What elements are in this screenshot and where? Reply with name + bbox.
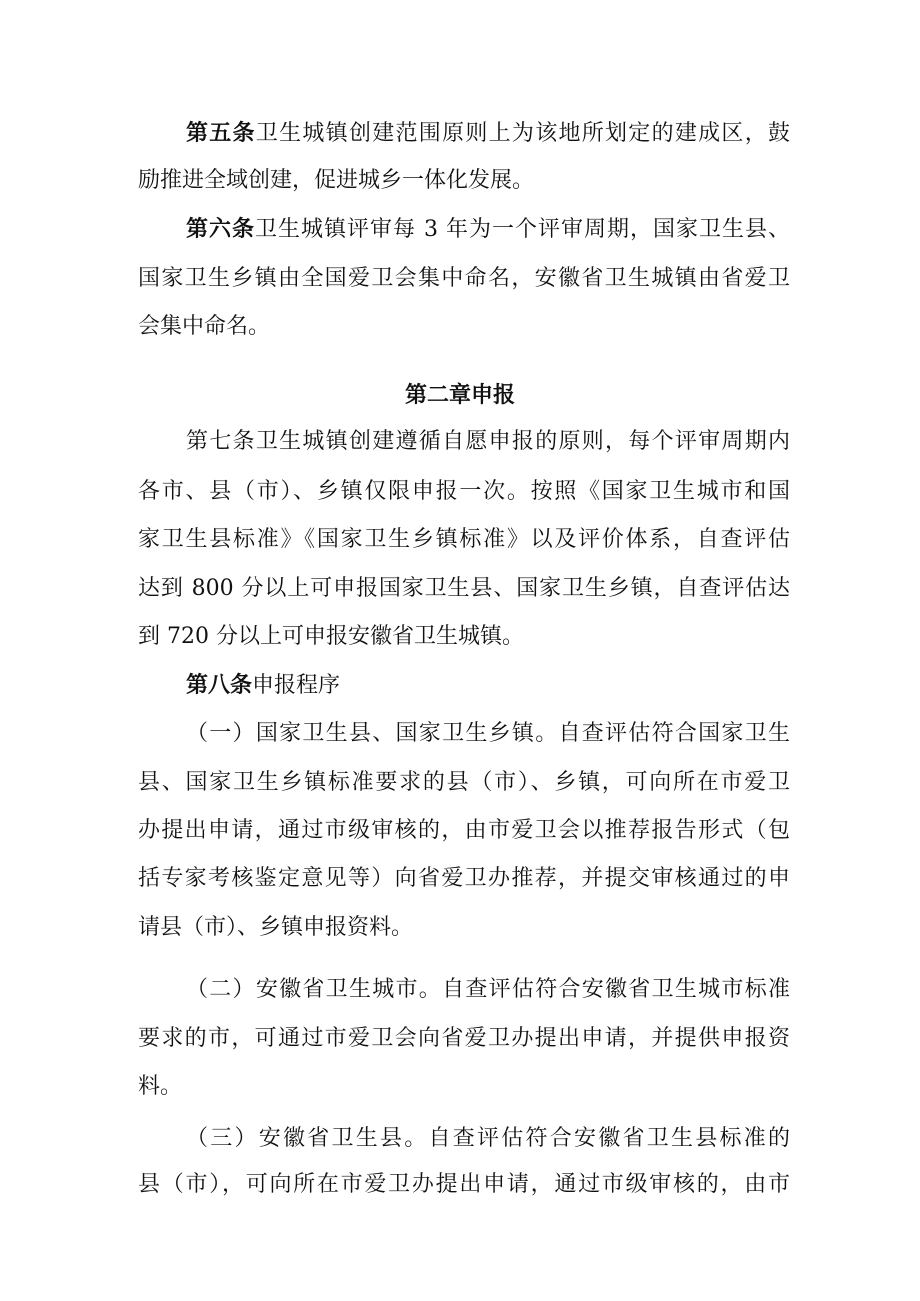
item-1-line-3: 办提出申请，通过市级审核的，由市爱卫会以推荐报告形式（包 <box>138 818 790 843</box>
chapter-heading: 第二章申报 <box>404 382 515 408</box>
item-2-line-2: 要求的市，可通过市爱卫会向省爱卫办提出申请，并提供申报资 <box>138 1026 790 1051</box>
item-1-line-2: 县、国家卫生乡镇标准要求的县（市）、乡镇，可向所在市爱卫 <box>138 770 790 795</box>
article-8-text: 申报程序 <box>252 673 341 698</box>
article-5-text: 卫生城镇创建范围原则上为该地所划定的建成区，鼓 <box>255 121 790 146</box>
article-6-line-3: 会集中命名。 <box>138 314 271 339</box>
article-7-line-3: 家卫生县标准》《国家卫生乡镇标准》以及评价体系，自查评估 <box>138 527 790 552</box>
article-5-line-2: 励推进全域创建，促进城乡一体化发展。 <box>138 168 535 193</box>
item-1-line-5: 请县（市）、乡镇申报资料。 <box>138 915 414 940</box>
item-2-line-3: 料。 <box>138 1074 183 1099</box>
article-6-label: 第六条 <box>186 216 255 242</box>
item-1-line-4: 括专家考核鉴定意见等）向省爱卫办推荐，并提交审核通过的申 <box>138 866 790 891</box>
article-6-text: 卫生城镇评审每 3 年为一个评审周期，国家卫生县、 <box>255 217 790 242</box>
article-6-line-2: 国家卫生乡镇由全国爱卫会集中命名，安徽省卫生城镇由省爱卫 <box>138 266 790 291</box>
item-2-line-1: （二）安徽省卫生城市。自查评估符合安徽省卫生城市标准 <box>186 977 790 1002</box>
article-5-label: 第五条 <box>186 120 256 146</box>
article-8-line <box>186 670 790 700</box>
article-7-line-1: 第七条卫生城镇创建遵循自愿申报的原则，每个评审周期内 <box>186 429 790 454</box>
article-6-line-1 <box>186 214 790 244</box>
item-3-line-2: 县（市），可向所在市爱卫办提出申请，通过市级审核的，由市 <box>138 1172 790 1197</box>
article-7-line-2: 各市、县（市）、乡镇仅限申报一次。按照《国家卫生城市和国 <box>138 479 790 504</box>
item-3-line-1: （三）安徽省卫生县。自查评估符合安徽省卫生县标准的 <box>186 1126 790 1151</box>
article-5-line-1 <box>186 118 790 148</box>
article-7-line-4: 达到 800 分以上可申报国家卫生县、国家卫生乡镇，自查评估达 <box>138 576 790 601</box>
item-1-line-1: （一）国家卫生县、国家卫生乡镇。自查评估符合国家卫生 <box>186 721 790 746</box>
article-8-label: 第八条 <box>186 672 253 698</box>
article-7-line-5: 到 720 分以上可申报安徽省卫生城镇。 <box>138 624 524 649</box>
